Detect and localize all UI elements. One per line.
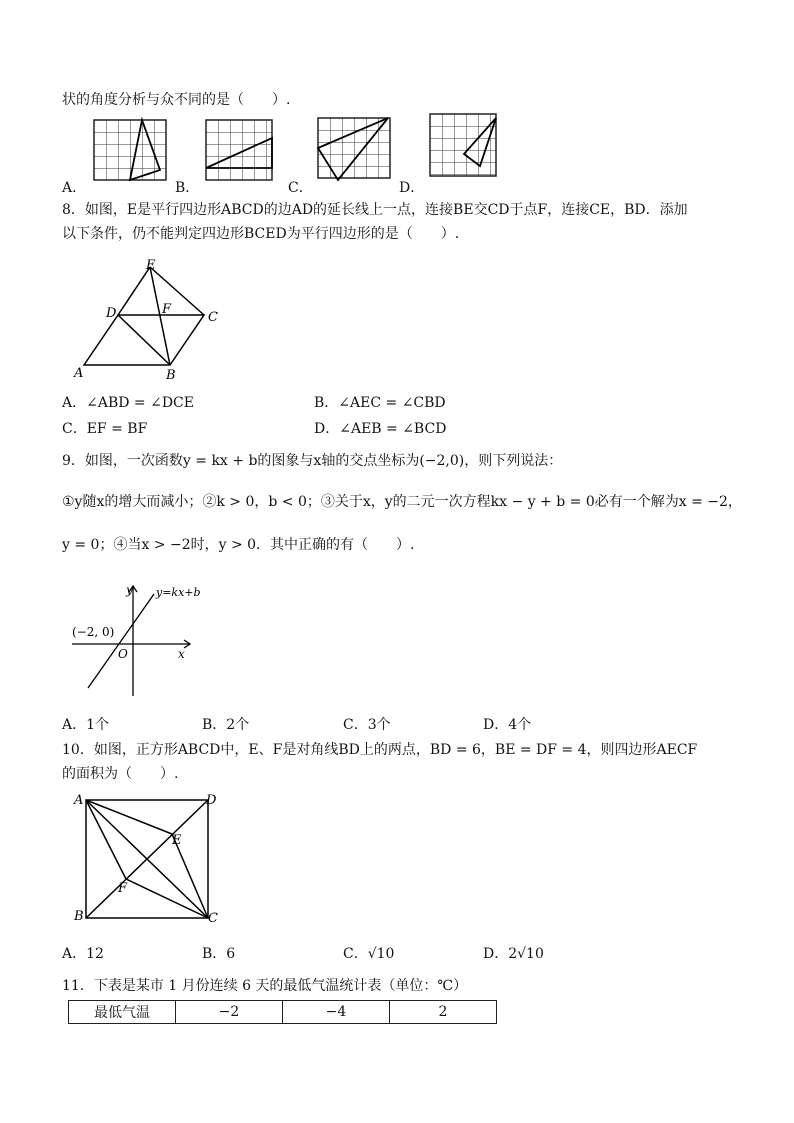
origin-label: O [118,647,128,661]
q10-stem-line2: 的面积为（ ）. [62,766,179,782]
q9-option-c: C．3个 [343,717,391,733]
label-b: B [166,368,176,383]
axis-y-label: y [126,583,133,597]
q9-option-b: B．2个 [202,717,250,733]
table-cell: −4 [283,1001,390,1024]
q7-option-c-label: C． [288,180,313,196]
row-header: 最低气温 [69,1001,176,1024]
table-cell: −2 [176,1001,283,1024]
label-c: C [208,310,218,325]
label-f: F [162,302,172,317]
q7-option-a-label: A． [62,180,87,196]
table-cell: 2 [390,1001,497,1024]
q8-parallelogram-figure [70,255,230,385]
q7-option-b-label: B． [175,180,200,196]
q8-option-a: A．∠ABD = ∠DCE [62,395,194,411]
q8-stem-line2: 以下条件，仍不能判定四边形BCED为平行四边形的是（ ）. [62,226,460,242]
label-d: D [206,793,217,808]
line-equation-label: y=kx+b [156,586,201,599]
label-e: E [172,833,182,848]
table-row [69,1001,497,1024]
q10-square-figure [70,790,230,930]
q9-option-a: A．1个 [62,717,110,733]
label-e: E [146,258,156,273]
temperature-table [68,1000,497,1024]
label-a: A [74,366,84,381]
intercept-point-label: (−2, 0) [72,625,115,639]
label-b: B [74,909,84,924]
q9-stem-line1: 9．如图，一次函数y = kx + b的图象与x轴的交点坐标为(−2,0)，则下列说法： [62,453,563,469]
q8-option-c: C．EF = BF [62,421,148,437]
q10-stem-line1: 10．如图，正方形ABCD中，E、F是对角线BD上的两点，BD = 6，BE = DF = 4，则四边形AECF [62,742,698,758]
label-d: D [106,306,117,321]
label-c: C [208,911,218,926]
option-d-figure [430,114,496,176]
q9-stem-line3: y = 0；④当x > −2时，y > 0．其中正确的有（ ）. [62,537,415,553]
q11-stem: 11．下表是某市 1 月份连续 6 天的最低气温统计表（单位：℃） [62,978,468,994]
q7-option-d-label: D． [399,180,425,196]
q10-option-a: A．12 [62,946,104,962]
option-b-figure [206,120,272,180]
option-c-figure [318,118,390,180]
option-a-figure [94,120,166,180]
label-f: F [118,881,128,896]
q7-stem-tail: 状的角度分析与众不同的是（ ）. [62,92,291,108]
q10-option-d: D．2√10 [483,946,544,962]
q9-stem-line2: ①y随x的增大而减小；②k > 0，b < 0；③关于x，y的二元一次方程kx − y + b = 0必有一个解为x = −2， [62,494,742,510]
q8-option-b: B．∠AEC = ∠CBD [314,395,446,411]
q9-graph [66,578,206,703]
axis-x-label: x [178,647,185,661]
q8-option-d: D．∠AEB = ∠BCD [314,421,447,437]
q10-option-b: B．6 [202,946,236,962]
q8-stem-line1: 8．如图，E是平行四边形ABCD的边AD的延长线上一点，连接BE交CD于点F，连接CE，BD．添加 [62,202,688,218]
q9-option-d: D．4个 [483,717,532,733]
label-a: A [74,793,84,808]
q10-option-c: C．√10 [343,946,395,962]
